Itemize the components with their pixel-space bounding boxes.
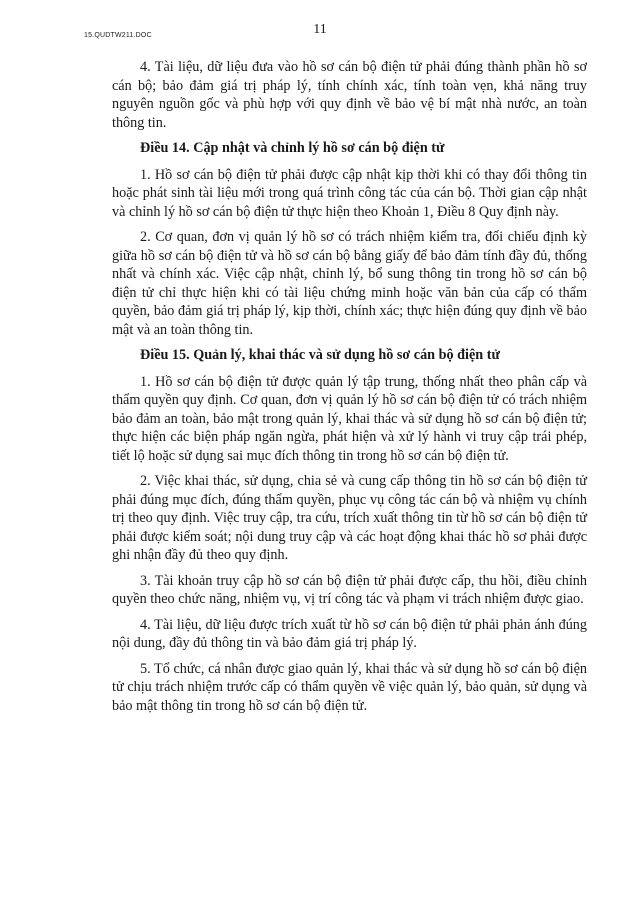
article-15-paragraph-2: 2. Việc khai thác, sử dụng, chia sẻ và cung cấp thông tin hồ sơ cán bộ điện tử phải đúng mục đích, đúng thẩm quyền, phục vụ công tác cán bộ và nhiệm vụ chính trị theo quy định. Việc truy cập, tra cứu, trích xuất thông tin từ hồ sơ cán bộ điện tử phải được kiểm soát; nội dung truy cập và các hoạt động khai thác hồ sơ phải được ghi nhận đầy đủ theo quy định. [112,473,587,563]
article-14-paragraph-1: 1. Hồ sơ cán bộ điện tử phải được cập nhật kịp thời khi có thay đổi thông tin hoặc phát sinh tài liệu mới trong quá trình công tác của cán bộ. Thời gian cập nhật và chỉnh lý hồ sơ cán bộ điện tử thực hiện theo Khoản 1, Điều 8 Quy định này. [112,166,587,220]
document-reference: 15.QUDTW211.DOC [84,32,152,39]
paragraph-4: 4. Tài liệu, dữ liệu đưa vào hồ sơ cán bộ điện tử phải đúng thành phần hồ sơ cán bộ; bảo đảm giá trị pháp lý, tính chính xác, tính toàn vẹn, khả năng truy nguyên nguồn gốc và phù hợp với quy định về bảo vệ bí mật nhà nước, an toàn thông tin. [112,59,587,131]
article-15-title: Điều 15. Quản lý, khai thác và sử dụng hồ sơ cán bộ điện tử [140,347,500,363]
article-15-paragraph-4: 4. Tài liệu, dữ liệu được trích xuất từ hồ sơ cán bộ điện tử phải phản ánh đúng nội dung, đầy đủ thông tin và bảo đảm giá trị pháp lý. [112,616,587,651]
document-body [112,58,587,722]
article-15-paragraph-1: 1. Hồ sơ cán bộ điện tử được quản lý tập trung, thống nhất theo phân cấp và thẩm quyền quy định. Cơ quan, đơn vị quản lý hồ sơ cán bộ điện tử có trách nhiệm bảo đảm an toàn, bảo mật trong quản lý, khai thác và sử dụng hồ sơ cán bộ điện tử; thực hiện các biện pháp ngăn ngừa, phát hiện và xử lý hành vi truy cập trái phép, tiết lộ hoặc sử dụng sai mục đích thông tin trong hồ sơ cán bộ điện tử. [112,373,587,464]
article-14-title: Điều 14. Cập nhật và chỉnh lý hồ sơ cán bộ điện tử [140,140,445,156]
article-15-paragraph-3: 3. Tài khoản truy cập hồ sơ cán bộ điện tử phải được cấp, thu hồi, điều chỉnh quyền theo chức năng, nhiệm vụ, vị trí công tác và phạm vi trách nhiệm được giao. [112,572,587,607]
article-15-paragraph-5: 5. Tổ chức, cá nhân được giao quản lý, khai thác và sử dụng hồ sơ cán bộ điện tử chịu trách nhiệm trước cấp có thẩm quyền về việc quản lý, bảo quản, sử dụng và bảo mật thông tin trong hồ sơ cán bộ điện tử. [112,660,587,714]
article-14-paragraph-2: 2. Cơ quan, đơn vị quản lý hồ sơ có trách nhiệm kiểm tra, đối chiếu định kỳ giữa hồ sơ cán bộ điện tử và hồ sơ cán bộ bằng giấy để bảo đảm tính đầy đủ, thống nhất và chính xác. Việc cập nhật, chỉnh lý, bổ sung thông tin trong hồ sơ cán bộ điện tử chỉ thực hiện khi có tài liệu chứng minh hoặc văn bản của cấp có thẩm quyền, bảo đảm giá trị pháp lý, kịp thời, chính xác; thực hiện đúng quy định về bảo mật và an toàn thông tin. [112,229,587,338]
page-number: 11 [313,22,327,37]
